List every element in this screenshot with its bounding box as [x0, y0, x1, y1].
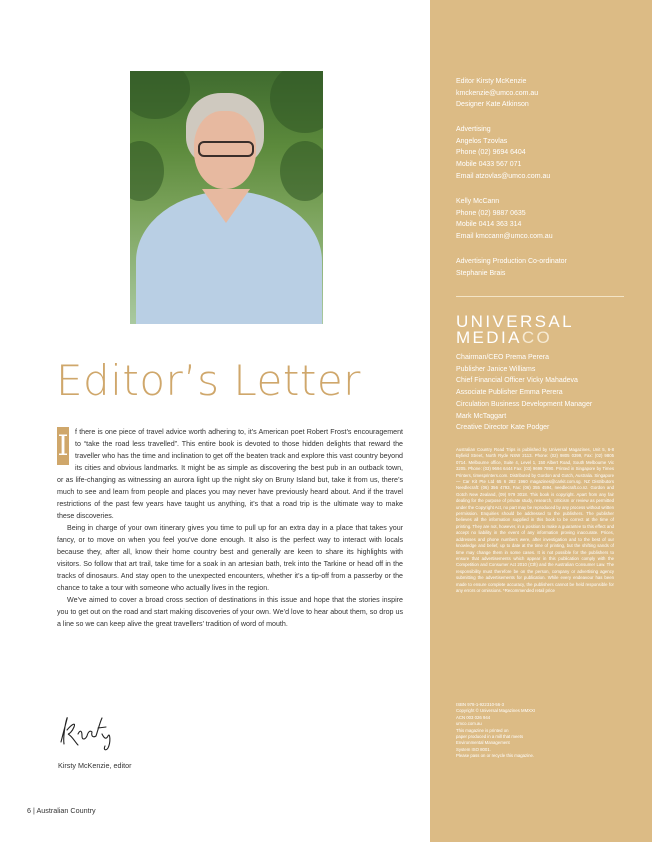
sales-credits: Kelly McCann Phone (02) 9887 0635 Mobile 0414 363 314 Email kmccann@umco.com.au — [456, 198, 553, 241]
imprint-block: ISBN 978-1-922310-56-3 Copyright © Universal Magazines MMXXI ACN 003 026 944 umco.com.au This magazine is printed on paper produced in a mill that meets Environmental Management System ISO 8001. Please pass on or recycle this magazine. — [456, 702, 536, 759]
letter-body — [57, 426, 403, 630]
paragraph: I f there is one piece of travel advice worth adhering to, it’s American poet Robert Frost’s encouragement to “take the road less travelled”. This entire book is devoted to those hidden delights that reward the traveller who has the time and inclination to get off the beaten track and explore this vast country beyond its cities and obvious landmarks. It might be as simple as discovering the best pub in an outback town, or as life-changing as witnessing an aurora light up the night sky on Bruny Island but, take it from us, there’s much to see and learn from people and places you may never have previously heard about. And if the travel restrictions of the past few years have taught us anything, it’s that a road trip is the ultimate way to make these discoveries. — [57, 428, 403, 520]
paragraph: Being in charge of your own itinerary gives you time to pull up for an extra day in a place that takes your fancy, or to move on when you feel you’ve done enough. It also is the perfect way to interact with locals because they, after all, know their home country best and generally are keen to share its highlights with visitors. So follow that art trail, take time for a soak in an artesian bath, trek into the Tarkine or head off in the tracks of dinosaurs. And stay open to the unexpected encounters, whether it’s a tip-off from a passerby or the chance to take a tour with someone who actually lives in the region. — [57, 524, 403, 592]
editor-portrait-photo — [130, 71, 323, 324]
legal-notice: Australian Country Road Trips is published by Universal Magazines, Unit 5, 6-8 Byfield Street, North Ryde NSW 2113. Phone: (02) 9805 0399, Fax: (02) 9805 0714. Melbourne office, Suite 4, Level 1, 150 Albert Road, South Melbourne Vic 3205. Phone: (03) 9694 6444 Fax: (03) 9699 7890. Printed in Singapore by Times Printers, timesprinters.com. Distributed by Gordon and Gotch, Australia. Singapore — Car Kit Pte Ltd 65 6 282 1960 magazines@carkit.com.sg. NZ Distributors Needlecraft: (06) 356 4793, Fax: (06) 355 4594, needlecraft.co.nz. Gordon and Gotch New Zealand, (09) 979 3018. This book is copyright. Apart from any fair dealing for the purpose of private study, research, criticism or review as permitted under the Copyright Act, no part may be reproduced by any process without written permission. Enquiries should be addressed to the publishers. The publisher believes all the information supplied in this book to be correct at the time of printing. They are not, however, in a position to make a guarantee to this effect and accept no liability in the event of any information proving inaccurate. Prices, addresses and phone numbers were, after investigation and to the best of our knowledge and belief, up to date at the time of printing, but the shifting sands of time may change them in some cases. It is not possible for the publishers to ensure that advertisements which appear in this publication comply with the Competition and Consumer Act 2010 (Cth) and the Australian Consumer Law. The responsibility must therefore be on the person, company or advertising agency submitting the advertisements for publication. While every endeavour has been made to ensure complete accuracy, the publishers cannot be held responsible for any errors or omissions. *Recommended retail price — [456, 447, 614, 593]
page-folio: 6 | Australian Country — [27, 806, 96, 815]
drop-cap: I — [57, 427, 69, 465]
executive-credits: Chairman/CEO Prema Perera Publisher Janice Williams Chief Financial Officer Vicky Mahadeva Associate Publisher Emma Perera Circulation Business Development Manager Mark McTaggart Creative Director Kate Podger — [456, 354, 593, 432]
signature-image — [58, 712, 124, 752]
masthead-panel — [430, 0, 652, 842]
signer-caption: Kirsty McKenzie, editor — [58, 761, 132, 770]
paragraph: We’ve aimed to cover a broad cross section of destinations in this issue and hope that the stories inspire you to get out on the road and start making discoveries of your own. We’d love to hear about them, so drop us a line so we can keep alive the great travellers’ tradition of word of mouth. — [57, 596, 403, 628]
universal-media-co-logo: UNIVERSAL MEDIACO — [456, 312, 574, 347]
divider — [456, 296, 624, 297]
editorial-credits: Editor Kirsty McKenzie kmckenzie@umco.com.au Designer Kate Atkinson — [456, 78, 539, 109]
advertising-credits: Advertising Angelos Tzovlas Phone (02) 9694 6404 Mobile 0433 567 071 Email atzovlas@umco.com.au — [456, 126, 551, 180]
production-credits: Advertising Production Co-ordinator Stephanie Brais — [456, 258, 567, 277]
page-title: Editor’s Letter — [56, 356, 361, 405]
